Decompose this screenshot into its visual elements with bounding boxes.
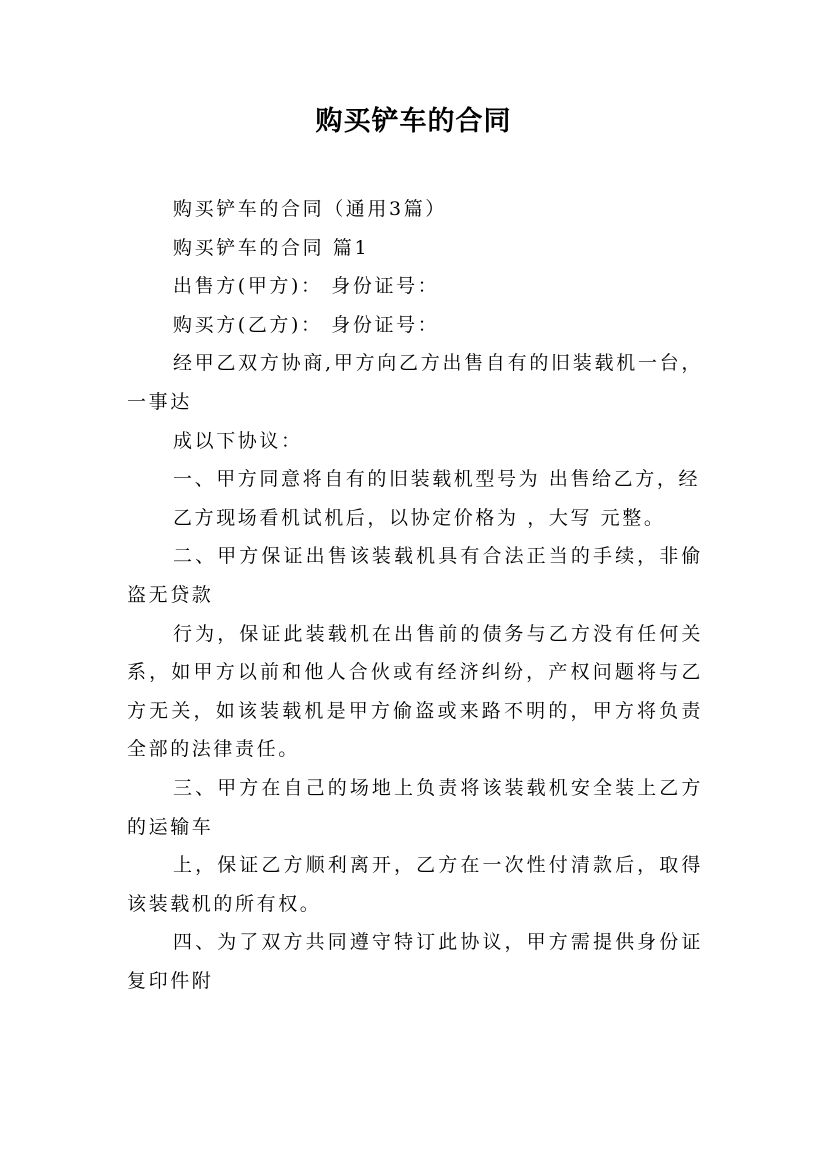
paragraph-section-heading: 购买铲车的合同 篇1 [173,236,370,259]
paragraph-clause-2-cont: 行为，保证此装载机在出售前的债务与乙方没有任何关系，如甲方以前和他人合伙或有经济纠纷，产权问题将与乙方无关，如该装载机是甲方偷盗或来路不明的，甲方将负责全部的法律责任。 [127,622,703,761]
document-body [127,190,703,1000]
paragraph-clause-4: 四、为了双方共同遵守特订此协议，甲方需提供身份证复印件附 [127,931,703,992]
paragraph-clause-1: 一、甲方同意将自有的旧装载机型号为 出售给乙方，经 [173,468,701,491]
paragraph-buyer: 购买方(乙方)： 身份证号： [173,313,440,336]
paragraph-seller: 出售方(甲方)： 身份证号： [173,275,440,298]
paragraph-agreement: 成以下协议： [173,429,303,452]
paragraph-clause-3: 三、甲方在自己的场地上负责将该装载机安全装上乙方的运输车 [127,776,703,838]
document-title: 购买铲车的合同 [315,106,512,137]
paragraph-intro: 经甲乙双方协商,甲方向乙方出售自有的旧装载机一台，一事达 [127,352,703,413]
paragraph-clause-1-cont: 乙方现场看机试机后，以协定价格为 ，大写 元整。 [173,506,666,529]
paragraph-subtitle: 购买铲车的合同（通用3篇） [173,198,447,220]
paragraph-clause-3-cont: 上，保证乙方顺利离开，乙方在一次性付清款后，取得该装载机的所有权。 [127,854,703,915]
paragraph-clause-2: 二、甲方保证出售该装载机具有合法正当的手续，非偷盗无贷款 [127,545,703,606]
